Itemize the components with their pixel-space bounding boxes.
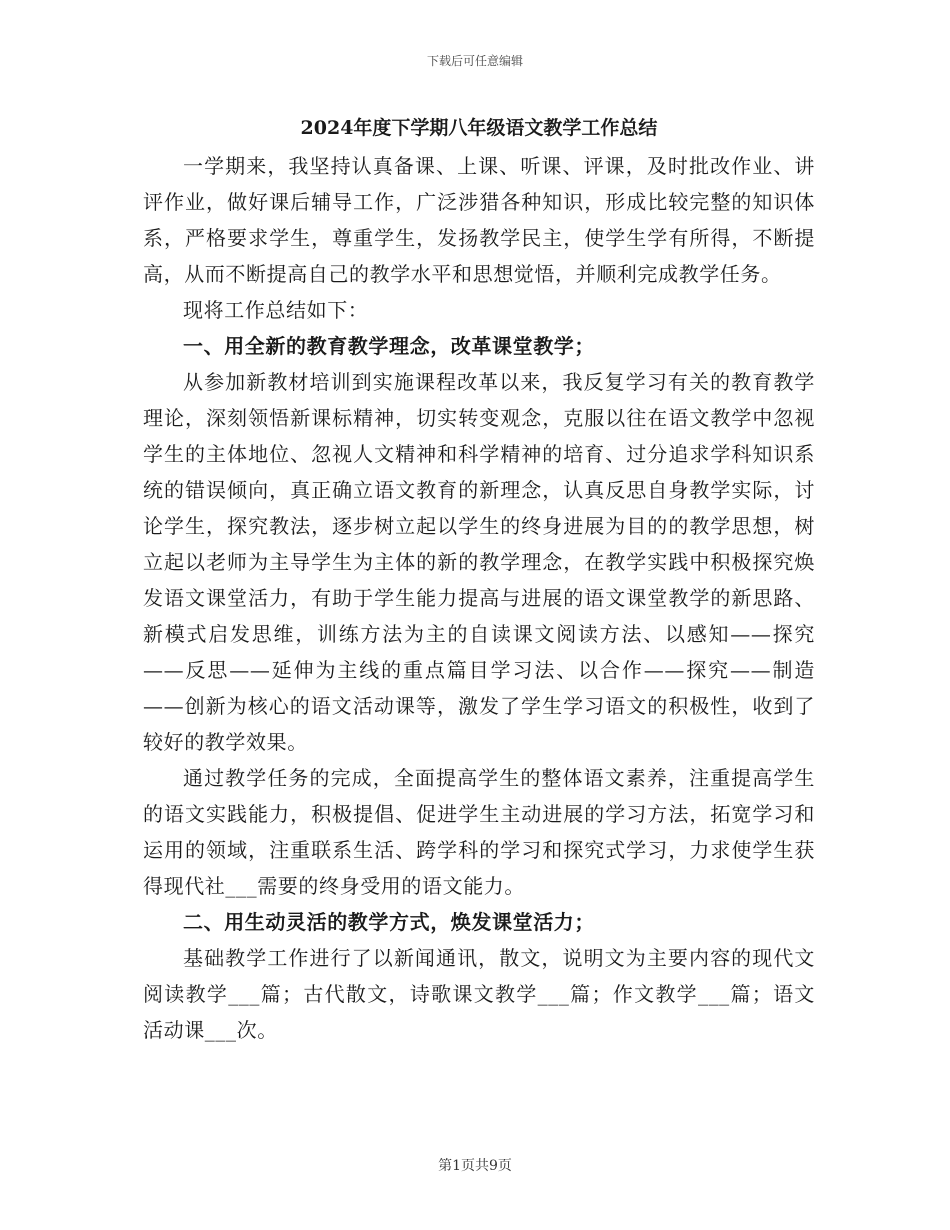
paragraph-section-2a: 基础教学工作进行了以新闻通讯，散文，说明文为主要内容的现代文阅读教学___篇；古代散文，诗歌课文教学___篇；作文教学___篇；语文活动课___次。 bbox=[143, 946, 815, 1042]
paragraph-section-1b: 通过教学任务的完成，全面提高学生的整体语文素养，注重提高学生的语文实践能力，积极提倡、促进学生主动进展的学习方法，拓宽学习和运用的领域，注重联系生活、跨学科的学习和探究式学习，力求使学生获得现代社___需要的终身受用的语文能力。 bbox=[143, 766, 815, 898]
page-number: 第1页共9页 bbox=[438, 1158, 512, 1174]
document-body bbox=[143, 112, 815, 1048]
paragraph-section-1a: 从参加新教材培训到实施课程改革以来，我反复学习有关的教育教学理论，深刻领悟新课标精神，切实转变观念，克服以往在语文教学中忽视学生的主体地位、忽视人文精神和科学精神的培育、过分追求学科知识系统的错误倾向，真正确立语文教育的新理念，认真反思自身教学实际，讨论学生，探究教法，逐步树立起以学生的终身进展为目的的教学思想，树立起以老师为主导学生为主体的新的教学理念，在教学实践中积极探究焕发语文课堂活力，有助于学生能力提高与进展的语文课堂教学的新思路、新模式启发思维，训练方法为主的自读课文阅读方法、以感知——探究——反思——延伸为主线的重点篇目学习法、以合作——探究——制造——创新为核心的语文活动课等，激发了学生学习语文的积极性，收到了较好的教学效果。 bbox=[143, 370, 815, 754]
section-heading-2: 二、用生动灵活的教学方式，焕发课堂活力； bbox=[183, 910, 595, 934]
paragraph-intro: 一学期来，我坚持认真备课、上课、听课、评课，及时批改作业、讲评作业，做好课后辅导工作，广泛涉猎各种知识，形成比较完整的知识体系，严格要求学生，尊重学生，发扬教学民主，使学生学有所得，不断提高，从而不断提高自己的教学水平和思想觉悟，并顺利完成教学任务。 bbox=[143, 154, 815, 286]
header-note: 下载后可任意编辑 bbox=[426, 54, 523, 68]
document-title: 2024年度下学期八年级语文教学工作总结 bbox=[300, 117, 658, 139]
paragraph-summary-lead: 现将工作总结如下： bbox=[183, 298, 369, 322]
section-heading-1: 一、用全新的教育教学理念，改革课堂教学； bbox=[183, 334, 595, 358]
